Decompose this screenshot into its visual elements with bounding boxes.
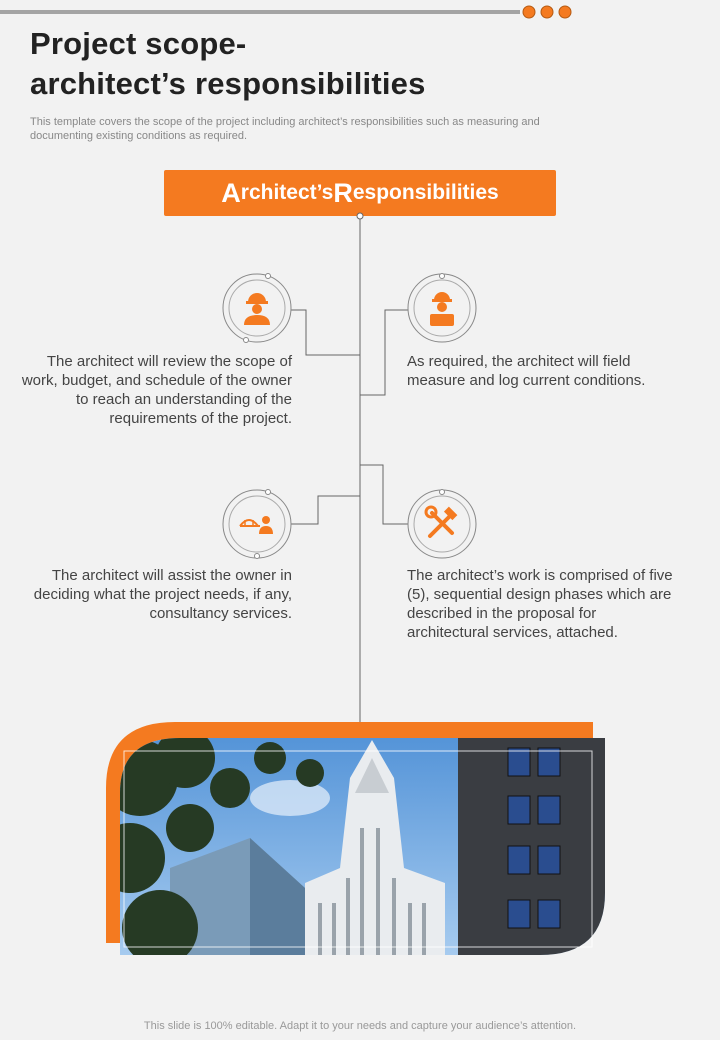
- worker-helmet-icon: [220, 270, 296, 346]
- bridge-person-icon: [220, 486, 296, 562]
- building-photo: [100, 718, 610, 963]
- banner-cap-1: A: [221, 177, 241, 208]
- responsibility-text-3: The architect will assist the owner in deciding what the project needs, if any, consultancy services.: [33, 567, 292, 622]
- footer-note: This slide is 100% editable. Adapt it to your needs and capture your audience’s attention.: [143, 1020, 577, 1032]
- hammer-wrench-icon: [405, 486, 481, 562]
- page-subtitle: This template covers the scope of the project including architect’s responsibilities such as measuring and documenting existing conditions as required.: [30, 116, 540, 142]
- responsibility-text-1: The architect will review the scope of work, budget, and schedule of the owner to reach an understanding of the requirements of the project.: [21, 353, 292, 427]
- banner-rest-2: esponsibilities: [352, 181, 499, 204]
- responsibility-text-2: As required, the architect will field measure and log current conditions.: [407, 353, 646, 389]
- title-line-2: architect’s responsibilities: [30, 66, 426, 101]
- responsibility-text-4: The architect’s work is comprised of five (5), sequential design phases which are described in the proposal for architectural services, attached.: [407, 567, 673, 641]
- banner-cap-2: R: [333, 177, 353, 208]
- banner-rest-1: rchitect’s: [240, 181, 334, 204]
- title-line-1: Project scope-: [30, 26, 247, 61]
- worker-helmet-icon: [405, 270, 481, 346]
